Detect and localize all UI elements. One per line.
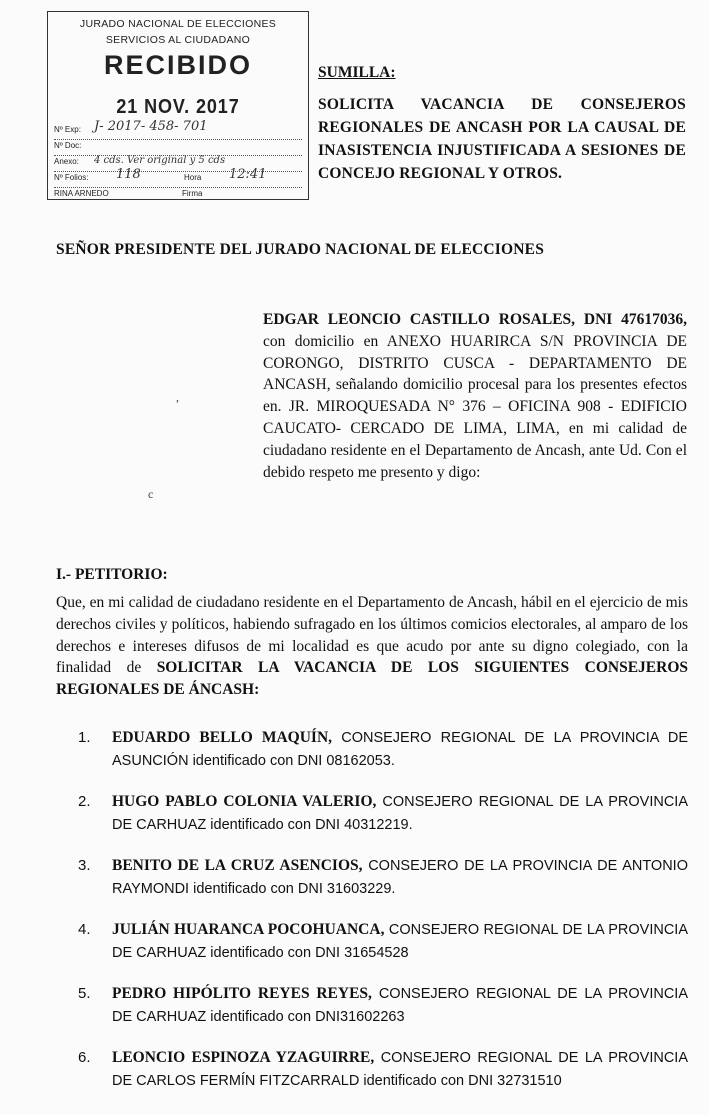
- reception-stamp: [47, 11, 309, 200]
- scan-mark: ,: [176, 390, 179, 404]
- list-item-name: LEONCIO ESPINOZA YZAGUIRRE,: [112, 1049, 375, 1067]
- addressee-heading: SEÑOR PRESIDENTE DEL JURADO NACIONAL DE ELECCIONES: [56, 241, 545, 258]
- stamp-anexo-value: 4 cds. Ver original y 5 cds: [94, 155, 226, 166]
- petitioner-name: EDGAR LEONCIO CASTILLO ROSALES, DNI 47617036,: [263, 311, 687, 328]
- list-item-details: CONSEJERO REGIONAL DE LA PROVINCIA DE CARLOS FERMÍN FITZCARRALD identificado con DNI 32731510: [112, 1050, 688, 1090]
- stamp-hora-label: Hora: [184, 173, 202, 182]
- stamp-exp-row: [54, 119, 302, 140]
- intro-text: con domicilio en ANEXO HUARIRCA S/N PROVINCIA DE CORONGO, DISTRITO CUSCA - DEPARTAMENTO DE ANCASH, señalando domicilio procesal para los presentes efectos en. JR. MIROQUESADA N° 376 – OFICINA 908 - EDIFICIO CAUCATO- CERCADO DE LIMA, LIMA, en mi calidad de ciudadano residente en el Departamento de Ancash, ante Ud. Con el debido respeto me presento y digo:: [263, 332, 687, 481]
- list-item-details: CONSEJERO REGIONAL DE LA PROVINCIA DE CARHUAZ identificado con DNI31602263: [112, 986, 688, 1026]
- stamp-title: RECIBIDO: [103, 50, 252, 80]
- stamp-doc-label: Nº Doc:: [54, 141, 82, 150]
- list-item: [78, 855, 688, 901]
- stamp-exp-value: J- 2017- 458- 701: [94, 119, 208, 134]
- petitorio-text: Que, en mi calidad de ciudadano residente en el Departamento de Ancash, hábil en el ejercicio de mis derechos civiles y políticos, habiendo sufragado en los últimos comicios electorales, al amparo de los derechos e intereses difusos de mi localidad es que acudo por ante su digno colegiado, con la finalidad de: [56, 594, 688, 677]
- list-item-details: CONSEJERO REGIONAL DE LA PROVINCIA DE CARHUAZ identificado con DNI 40312219.: [112, 794, 688, 833]
- stamp-firma-name: RINA ARNEDO: [54, 189, 109, 198]
- list-item-name: JULIÁN HUARANCA POCOHUANCA,: [112, 921, 385, 939]
- stamp-institution: JURADO NACIONAL DE ELECCIONES: [79, 18, 277, 30]
- petitorio-paragraph: [56, 592, 688, 701]
- list-item-number: 6.: [78, 1049, 91, 1067]
- list-item: [78, 727, 688, 773]
- list-item-name: PEDRO HIPÓLITO REYES REYES,: [112, 985, 372, 1003]
- list-item-number: 1.: [78, 729, 91, 746]
- stamp-anexo-label: Anexo:: [54, 157, 79, 166]
- list-item-details: CONSEJERO DE LA PROVINCIA DE ANTONIO RAYMONDI identificado con DNI 31603229.: [112, 858, 688, 897]
- scan-mark: c: [148, 487, 154, 501]
- stamp-date: 21 NOV. 2017: [116, 96, 240, 118]
- list-item: [78, 791, 688, 837]
- stamp-folios-value: 118: [116, 167, 141, 182]
- list-item: [78, 983, 688, 1029]
- stamp-doc-row: [54, 141, 302, 156]
- list-item-details: CONSEJERO REGIONAL DE LA PROVINCIA DE ASUNCIÓN identificado con DNI 08162053.: [112, 730, 688, 769]
- stamp-folios-row: [54, 167, 302, 188]
- stamp-firma-label: Firma: [182, 189, 203, 198]
- stamp-service: SERVICIOS AL CIUDADANO: [105, 34, 251, 46]
- stamp-exp-label: Nº Exp:: [54, 125, 81, 134]
- intro-paragraph: [263, 309, 687, 483]
- section-heading-petitorio: I.- PETITORIO:: [56, 566, 168, 583]
- list-item-number: 2.: [78, 793, 91, 811]
- petitorio-request: SOLICITAR LA VACANCIA DE LOS SIGUIENTES CONSEJEROS REGIONALES DE ÁNCASH:: [56, 659, 688, 699]
- sumilla-label: SUMILLA:: [318, 64, 396, 81]
- list-item-number: 5.: [78, 985, 91, 1003]
- list-item: [78, 919, 688, 965]
- list-item-name: EDUARDO BELLO MAQUÍN,: [112, 729, 333, 746]
- consejeros-list: [78, 727, 688, 1112]
- list-item: [78, 1047, 688, 1093]
- list-item-details: CONSEJERO REGIONAL DE LA PROVINCIA DE CARHUAZ identificado con DNI 31654528: [112, 922, 688, 962]
- stamp-hora-value: 12:41: [229, 167, 267, 182]
- sumilla-text: SOLICITA VACANCIA DE CONSEJEROS REGIONALES DE ANCASH POR LA CAUSAL DE INASISTENCIA INJUSTIFICADA A SESIONES DE CONCEJO REGIONAL Y OTROS.: [318, 96, 686, 182]
- list-item-name: BENITO DE LA CRUZ ASENCIOS,: [112, 857, 363, 875]
- list-item-number: 3.: [78, 857, 91, 875]
- stamp-folios-label: Nº Folios:: [54, 173, 89, 182]
- list-item-number: 4.: [78, 921, 91, 939]
- list-item-name: HUGO PABLO COLONIA VALERIO,: [112, 793, 377, 811]
